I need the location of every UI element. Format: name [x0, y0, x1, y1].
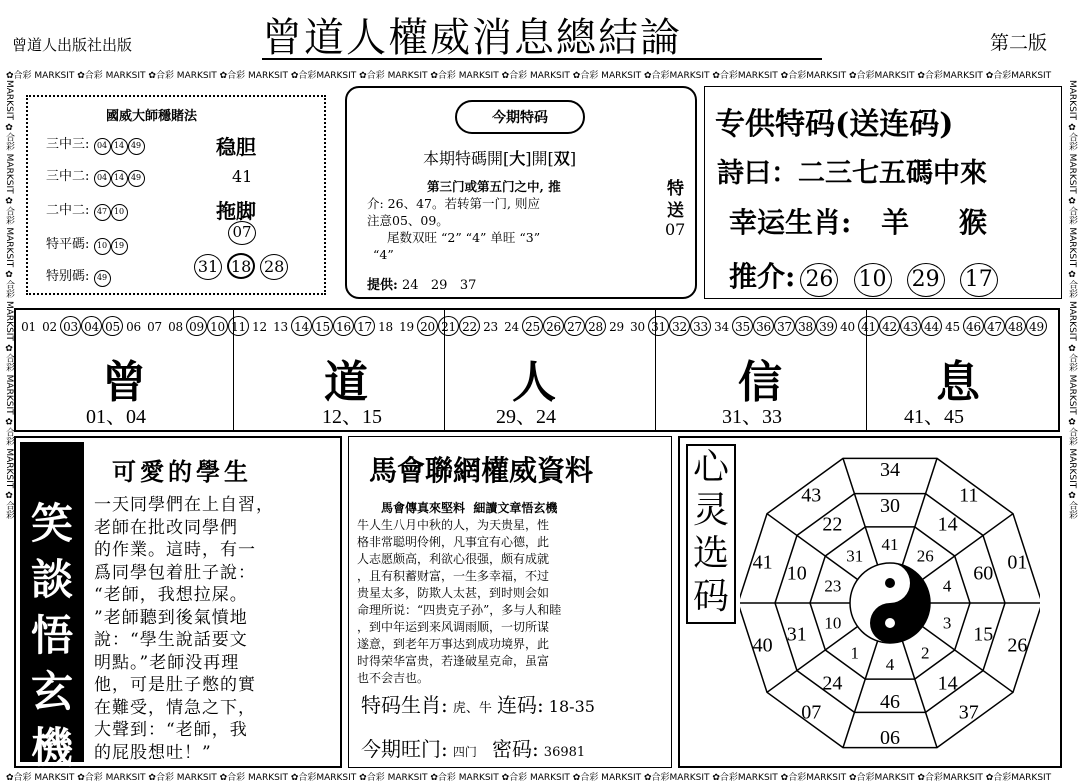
student-line: 大聲到：“老師，我	[94, 720, 248, 740]
left-row-5	[46, 265, 111, 287]
bagua-spoke	[902, 641, 937, 748]
ma-subtitle: 馬會傳真來堅料 細讀文章悟玄機	[381, 501, 558, 515]
left-border-pattern: MARKSIT ✿合彩 MARKSIT ✿合彩 MARKSIT ✿合彩 MARKSIT ✿合彩 MARKSIT ✿合彩 MARKSIT ✿合彩	[4, 80, 14, 520]
segment-divider	[866, 310, 867, 430]
row-label: 三中二:	[46, 169, 90, 184]
strip-number: 49	[1026, 316, 1047, 336]
tuijie-num: 17	[960, 263, 998, 297]
strip-number: 19	[399, 320, 414, 334]
row-num: 49	[94, 270, 111, 287]
bottom-border-pattern: ✿合彩 MARKSIT ✿合彩 MARKSIT ✿合彩 MARKSIT ✿合彩 MARKSIT ✿合彩MARKSIT ✿合彩 MARKSIT ✿合彩 MARKSIT ✿合彩 MARKSIT ✿合彩 MARKSIT ✿合彩MARKSIT ✿合彩MARKSIT ✿合彩MARKSIT ✿合彩MARKSIT ✿合彩MARKSIT ✿合彩MARKSIT	[6, 773, 1052, 783]
row-label: 二中二:	[46, 203, 90, 218]
row-num: 04	[94, 170, 111, 187]
bottom-num: 28	[260, 254, 288, 280]
student-line: 老師在批改同學們	[94, 517, 238, 538]
right-poem: 詩曰：二三七五碼中來	[717, 158, 987, 189]
provide-nums: 24 29 37	[401, 278, 477, 293]
zodiac-a: 羊	[881, 206, 910, 239]
ma-line: ，且有积蓄财富，一生多幸福，不过	[357, 569, 550, 583]
lianma-label: 连码:	[496, 693, 544, 717]
strip-number: 37	[774, 316, 795, 336]
strip-number: 22	[459, 316, 480, 336]
bagua-inner-number: 2	[921, 643, 930, 663]
row-num: 49	[128, 170, 145, 187]
right-title: 专供特码(送连码)	[715, 107, 954, 142]
student-title: 可愛的學生	[112, 457, 252, 486]
bagua-inner-number: 4	[885, 655, 895, 674]
left-row-4	[46, 233, 128, 255]
row-num: 10	[94, 238, 111, 255]
wendan-num: 41	[232, 167, 253, 186]
strip-number: 40	[840, 320, 855, 334]
strip-number: 13	[273, 320, 288, 334]
bagua-middle-number: 15	[973, 623, 994, 646]
bagua-outer-number: 41	[752, 551, 773, 574]
ma-body	[357, 517, 669, 687]
vertical-title	[24, 496, 80, 776]
student-line: 一天同學們在上自習，	[94, 495, 274, 515]
strip-number: 35	[732, 316, 753, 336]
tuijie-label: 推介:	[729, 260, 796, 293]
student-line: 的屁股想吐！”	[94, 742, 212, 763]
strip-number: 07	[147, 320, 162, 334]
strip-number: 09	[186, 316, 207, 336]
tema-label: 特码生肖:	[361, 693, 448, 717]
bagua-inner-number: 10	[824, 613, 842, 633]
strip-number: 42	[879, 316, 900, 336]
vt-char: 码	[692, 576, 729, 617]
ma-line: 命理所说：“四贵克子孙”，多与人和睦	[357, 603, 562, 617]
segment-divider	[444, 310, 445, 430]
row-num: 14	[111, 170, 128, 187]
segment-nums: 12、15	[322, 406, 382, 428]
segment-char: 息	[936, 357, 980, 408]
row-num: 10	[111, 204, 128, 221]
ma-line: ，到中年运到来风调雨顺，一切所谋	[357, 620, 550, 634]
tuijie-num: 26	[800, 263, 838, 297]
strip-number: 20	[417, 316, 438, 336]
wangmen-label: 今期旺门:	[361, 737, 448, 761]
bottom-num: 31	[194, 254, 222, 280]
number-strip	[14, 308, 1060, 432]
strip-number: 45	[945, 320, 960, 334]
strip-number: 48	[1005, 316, 1026, 336]
right-panel	[704, 86, 1062, 299]
center-panel	[345, 86, 697, 299]
strip-number: 32	[669, 316, 690, 336]
strip-number: 23	[483, 320, 498, 334]
student-line: 明點。”老師没再理	[94, 652, 240, 673]
vt-char: 談	[30, 555, 73, 604]
strip-number: 25	[522, 316, 543, 336]
bagua-middle-number: 24	[822, 672, 843, 695]
left-row-2	[46, 165, 145, 187]
strip-number: 27	[564, 316, 585, 336]
line1-prefix: 本期特碼開	[423, 149, 504, 168]
segment-char: 信	[738, 357, 782, 408]
bagua-outer-number: 11	[959, 484, 979, 507]
bottom-num: 18	[227, 253, 255, 279]
strip-number: 33	[690, 316, 711, 336]
publisher: 曾道人出版社出版	[12, 36, 133, 54]
body-line: 介: 26、47。若转第一门, 则应	[367, 196, 540, 211]
student-line: “老師，我想拉屎。	[94, 585, 248, 605]
song-label: 送	[667, 201, 684, 221]
ma-line: 时得荣华富贵，若逢破星克命，虽富	[357, 654, 550, 668]
bagua-middle-number: 14	[937, 513, 958, 536]
strip-number: 38	[795, 316, 816, 336]
bagua-spoke	[843, 641, 878, 748]
strip-number: 28	[585, 316, 606, 336]
bagua-inner-number: 41	[881, 535, 899, 554]
tuojiao-num: 07	[228, 221, 256, 245]
vt-char: 选	[692, 533, 729, 574]
segment-nums: 01、04	[86, 406, 146, 428]
line1-mid: 開	[531, 149, 548, 168]
bagua-middle-number: 14	[937, 672, 958, 695]
strip-number: 03	[60, 316, 81, 336]
zodiac-b: 猴	[958, 206, 987, 239]
segment-nums: 31、33	[722, 406, 782, 428]
strip-number: 12	[252, 320, 267, 334]
segment-char: 曾	[102, 357, 146, 408]
tuijie-num: 10	[854, 263, 892, 297]
student-text	[94, 494, 338, 764]
strip-number: 02	[42, 320, 57, 334]
tuojiao-label: 拖脚	[216, 199, 256, 223]
zodiac-label: 幸运生肖:	[729, 206, 852, 239]
wendan-label: 稳胆	[216, 135, 256, 159]
center-badge: 今期特码	[455, 100, 585, 134]
bottom-nums	[194, 253, 288, 280]
strip-number: 17	[354, 316, 375, 336]
strip-number: 47	[984, 316, 1005, 336]
bagua-inner-number: 23	[824, 576, 842, 596]
bagua-outer-number: 43	[801, 484, 822, 507]
bagua-inner-number: 31	[846, 546, 864, 566]
strip-number: 10	[207, 316, 228, 336]
strip-number: 11	[228, 316, 249, 336]
page-title: 曾道人權威消息總結論	[262, 15, 682, 61]
strip-number: 41	[858, 316, 879, 336]
strip-number: 44	[921, 316, 942, 336]
student-panel	[14, 436, 342, 772]
te-label: 特	[667, 179, 684, 199]
vt-char: 玄	[30, 667, 73, 716]
bagua-middle-number: 46	[880, 691, 900, 713]
bagua-outer-number: 40	[752, 634, 773, 657]
segment-char: 人	[512, 357, 556, 408]
vt-char: 灵	[692, 490, 729, 531]
ma-line: 牛人生八月中秋的人，为天贵星，性	[357, 518, 550, 532]
strip-number: 39	[816, 316, 837, 336]
segment-nums: 41、45	[904, 406, 964, 428]
strip-number: 05	[102, 316, 123, 336]
wangmen-line	[361, 733, 585, 762]
left-row-1	[46, 133, 145, 155]
bagua-middle-number: 22	[822, 513, 843, 536]
strip-number: 16	[333, 316, 354, 336]
ma-line: 也不会吉也。	[357, 671, 430, 685]
ma-line: 贵星太多，防欺人太甚，到时则会如	[357, 586, 550, 600]
bagua-outer-number: 06	[880, 727, 900, 749]
row-num: 04	[94, 138, 111, 155]
song-num: 07	[665, 220, 686, 239]
center-line1: 本期特碼開[大]開[双]	[423, 149, 577, 168]
tema-line	[361, 689, 595, 718]
body-line: “4”	[373, 247, 394, 262]
strip-number: 34	[714, 320, 729, 334]
bagua-inner-number: 4	[942, 576, 952, 596]
row-num: 14	[111, 138, 128, 155]
lianma-value: 18-35	[548, 697, 595, 716]
edition: 第二版	[990, 32, 1048, 54]
line1-a: 大	[509, 149, 526, 168]
tuijie-line	[729, 255, 998, 297]
ma-line: 遂意，到老年万事达到成功境界，此	[357, 637, 550, 651]
mima-value: 36981	[543, 745, 586, 760]
bagua-inner-number: 26	[916, 546, 934, 566]
body-line: 注意05、09。	[367, 213, 449, 228]
student-line: 的作業。這時，有一	[94, 540, 256, 560]
ma-title: 馬會聯網權威資料	[369, 454, 594, 487]
title-underline	[262, 58, 822, 60]
top-border-pattern: ✿合彩 MARKSIT ✿合彩 MARKSIT ✿合彩 MARKSIT ✿合彩 MARKSIT ✿合彩MARKSIT ✿合彩 MARKSIT ✿合彩 MARKSIT ✿合彩 MARKSIT ✿合彩 MARKSIT ✿合彩MARKSIT ✿合彩MARKSIT ✿合彩MARKSIT ✿合彩MARKSIT ✿合彩MARKSIT ✿合彩MARKSIT	[6, 71, 1052, 81]
provide-line	[367, 274, 476, 293]
yin-yang-icon	[850, 563, 930, 643]
ma-panel	[348, 436, 672, 768]
tema-value: 虎、牛	[452, 701, 492, 716]
student-line: 他，可是肚子憋的實	[94, 675, 256, 695]
segment-char: 道	[324, 357, 368, 408]
bagua-outer-number: 07	[801, 701, 822, 724]
mima-label: 密码:	[491, 737, 539, 761]
student-line: ”老師聽到後氣憤地	[94, 607, 248, 628]
strip-number: 29	[609, 320, 624, 334]
segment-divider	[233, 310, 234, 430]
row-label: 三中三:	[46, 137, 90, 152]
row-num: 49	[128, 138, 145, 155]
segment-divider	[655, 310, 656, 430]
strip-number: 21	[438, 316, 459, 336]
strip-number: 36	[753, 316, 774, 336]
student-line: 在難受，情急之下，	[94, 697, 256, 718]
vt-char: 笑	[30, 499, 73, 548]
right-border-pattern: MARKSIT ✿合彩 MARKSIT ✿合彩 MARKSIT ✿合彩 MARKSIT ✿合彩 MARKSIT ✿合彩 MARKSIT ✿合彩	[1067, 80, 1077, 520]
strip-number: 15	[312, 316, 333, 336]
row-num: 19	[111, 238, 128, 255]
strip-number: 26	[543, 316, 564, 336]
strip-number: 01	[21, 320, 36, 334]
vt-char: 心	[692, 447, 729, 488]
body-line: 第三门或第五门之中, 推	[427, 179, 561, 194]
strip-number: 14	[291, 316, 312, 336]
strip-number: 08	[168, 320, 183, 334]
bagua-outer-number: 34	[880, 459, 900, 481]
bagua-panel	[678, 436, 1062, 768]
left-panel-title: 國威大師穩賭法	[106, 109, 198, 124]
provide-label: 提供:	[367, 278, 398, 293]
bagua-inner-number: 3	[942, 613, 952, 633]
tuijie-num: 29	[907, 263, 945, 297]
bagua-middle-number: 31	[786, 623, 807, 646]
bagua-middle-number: 30	[880, 495, 900, 517]
strip-number: 46	[963, 316, 984, 336]
strip-number: 30	[630, 320, 645, 334]
row-label: 特平碼:	[46, 237, 90, 252]
bagua-diagram	[740, 444, 1040, 762]
bagua-middle-number: 60	[973, 562, 994, 585]
row-num: 47	[94, 204, 111, 221]
bagua-inner-number: 1	[850, 643, 859, 663]
line1-b: 双	[553, 149, 570, 168]
vt-char: 機	[30, 723, 73, 772]
strip-number: 43	[900, 316, 921, 336]
student-line: 爲同學包着肚子說：	[94, 562, 256, 583]
left-panel	[26, 95, 332, 300]
row-label: 特别碼:	[46, 269, 90, 284]
strip-number: 18	[378, 320, 393, 334]
body-line: 尾数双旺 “2” “4” 单旺 “3”	[387, 230, 541, 245]
segment-nums: 29、24	[496, 406, 556, 428]
bagua-middle-number: 10	[786, 562, 807, 585]
ma-line: 人志愿颇高，利欲心很强，颇有成就	[357, 552, 550, 566]
center-body	[367, 178, 561, 263]
bagua-outer-number: 26	[1007, 634, 1028, 657]
student-line: 說：“學生說話要文	[94, 630, 248, 650]
strip-number: 24	[504, 320, 519, 334]
number-row	[18, 316, 1058, 337]
vt-char: 悟	[30, 611, 73, 660]
ma-line: 格非常聪明伶俐，凡事宜有心德，此	[357, 535, 550, 549]
wangmen-value: 四门	[452, 745, 477, 759]
strip-number: 04	[81, 316, 102, 336]
bagua-outer-number: 37	[958, 701, 979, 724]
bagua-vertical-title	[686, 444, 736, 624]
left-row-3	[46, 199, 128, 221]
zodiac-line	[729, 201, 987, 241]
strip-number: 31	[648, 316, 669, 336]
strip-number: 06	[126, 320, 141, 334]
bagua-outer-number: 01	[1007, 551, 1028, 574]
